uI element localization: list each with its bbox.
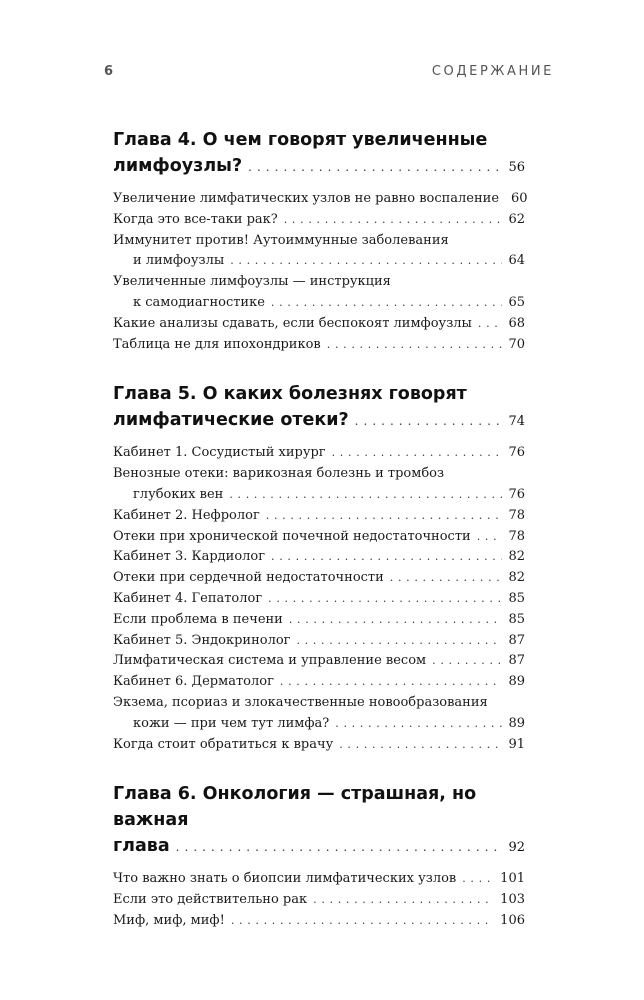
chapter-page-number: 92	[508, 840, 525, 856]
toc-entry[interactable]	[113, 443, 525, 464]
toc-entry-page-number: 82	[508, 570, 525, 586]
toc-entry-text: Увеличенные лимфоузлы — инструкция	[113, 274, 391, 290]
dot-leader	[284, 210, 503, 231]
toc-entry[interactable]	[113, 589, 525, 610]
dot-leader	[462, 869, 494, 890]
toc-entry-text: к самодиагностике	[133, 294, 265, 310]
toc-entry-page-number: 89	[508, 715, 525, 731]
toc-entry-text: Кабинет 5. Эндокринолог	[113, 632, 291, 648]
dot-leader	[266, 506, 503, 527]
toc-entry-text: глубоких вен	[133, 486, 224, 502]
toc-entry-page-number: 106	[500, 912, 525, 928]
dot-leader	[289, 610, 503, 631]
toc-entry[interactable]	[113, 314, 525, 335]
toc-entry-text: Экзема, псориаз и злокачественные новообразования	[113, 694, 488, 710]
toc-entry-page-number: 76	[508, 445, 525, 461]
toc-entry[interactable]	[113, 527, 525, 548]
toc-entry-text: Таблица не для ипохондриков	[113, 336, 321, 352]
chapter-4	[113, 127, 528, 355]
toc-entry-text: Отеки при хронической почечной недостаточности	[113, 528, 471, 544]
page-header	[104, 64, 554, 79]
dot-leader	[248, 154, 502, 180]
toc-entry[interactable]	[113, 651, 525, 672]
toc-entry-page-number: 82	[508, 549, 525, 565]
chapter-title-line: лимфоузлы?	[113, 156, 243, 176]
toc-entry-page-number: 64	[508, 253, 525, 269]
dot-leader	[230, 251, 502, 272]
chapter-title-line: Глава 5. О каких болезнях говорят	[113, 384, 467, 405]
toc-entry[interactable]	[113, 210, 525, 231]
toc-entry-text: Кабинет 1. Сосудистый хирург	[113, 445, 326, 461]
toc-entry-page-number: 85	[508, 590, 525, 606]
dot-leader	[296, 631, 502, 652]
chapter-title[interactable]	[113, 127, 525, 181]
toc-entry[interactable]	[113, 231, 525, 273]
toc-entry[interactable]	[113, 735, 525, 756]
chapter-6	[113, 781, 525, 931]
dot-leader	[332, 443, 503, 464]
dot-leader	[271, 547, 502, 568]
section-list	[113, 189, 528, 355]
toc-entry[interactable]	[113, 547, 525, 568]
toc-entry-page-number: 68	[508, 315, 525, 331]
chapter-page-number: 74	[508, 414, 525, 430]
dot-leader	[327, 335, 503, 356]
toc-entry[interactable]	[113, 672, 525, 693]
toc-entry[interactable]	[113, 272, 525, 314]
toc-entry-text: Венозные отеки: варикозная болезнь и тромбоз	[113, 466, 445, 482]
toc-entry[interactable]	[113, 890, 525, 911]
dot-leader	[271, 293, 503, 314]
dot-leader	[231, 911, 494, 932]
toc-entry-text: Лимфатическая система и управление весом	[113, 653, 427, 669]
toc-entry[interactable]	[113, 869, 525, 890]
toc-entry[interactable]	[113, 631, 525, 652]
dot-leader	[313, 890, 494, 911]
dot-leader	[268, 589, 502, 610]
toc-entry[interactable]	[113, 693, 525, 735]
page-number: 6	[104, 64, 114, 79]
toc-entry-text: Кабинет 3. Кардиолог	[113, 549, 266, 565]
toc-entry-text: Отеки при сердечной недостаточности	[113, 570, 384, 586]
dot-leader	[280, 672, 503, 693]
toc-entry-text: Кабинет 6. Дерматолог	[113, 674, 274, 690]
toc-entry-text: и лимфоузлы	[133, 253, 225, 269]
toc-entry-page-number: 60	[511, 191, 528, 206]
dot-leader	[477, 527, 503, 548]
toc-entry-text: Кабинет 4. Гепатолог	[113, 590, 263, 606]
toc-entry-text: Какие анализы сдавать, если беспокоят лимфоузлы	[113, 315, 472, 331]
dot-leader	[335, 714, 502, 735]
toc-entry-page-number: 101	[500, 871, 525, 887]
chapter-title[interactable]	[113, 381, 525, 435]
dot-leader	[229, 485, 502, 506]
chapter-title-line: лимфатические отеки?	[113, 410, 349, 431]
toc-entry[interactable]	[113, 610, 525, 631]
toc-entry-text: Если это действительно рак	[113, 892, 308, 908]
toc-entry[interactable]	[113, 506, 525, 527]
dot-leader	[339, 735, 502, 756]
toc-entry[interactable]	[113, 911, 525, 932]
toc-entry-text: Что важно знать о биопсии лимфатических узлов	[113, 871, 457, 887]
toc-entry-text: Кабинет 2. Нефролог	[113, 507, 260, 523]
toc-entry-page-number: 78	[508, 528, 525, 544]
toc-entry-text: Если проблема в печени	[113, 611, 283, 627]
table-of-contents	[113, 127, 528, 958]
toc-entry-page-number: 70	[508, 336, 525, 352]
toc-entry-text: Когда стоит обратиться к врачу	[113, 736, 334, 752]
chapter-title-line: Глава 6. Онкология — страшная, но важная	[113, 784, 477, 831]
dot-leader	[176, 834, 503, 860]
toc-entry-page-number: 87	[508, 653, 525, 669]
toc-entry[interactable]	[113, 335, 525, 356]
dot-leader	[355, 408, 503, 434]
toc-entry-page-number: 62	[508, 211, 525, 227]
toc-entry[interactable]	[113, 464, 525, 506]
section-list	[113, 869, 525, 931]
toc-entry-page-number: 76	[508, 486, 525, 502]
chapter-title[interactable]	[113, 781, 525, 861]
toc-entry-text: Миф, миф, миф!	[113, 912, 225, 928]
chapter-title-line: Глава 4. О чем говорят увеличенные	[113, 130, 488, 150]
section-list	[113, 443, 525, 755]
toc-entry[interactable]	[113, 189, 528, 210]
chapter-5	[113, 381, 525, 755]
running-title: СОДЕРЖАНИЕ	[431, 64, 554, 79]
toc-entry-page-number: 91	[508, 736, 525, 752]
toc-entry-page-number: 78	[508, 507, 525, 523]
toc-entry-page-number: 87	[508, 632, 525, 648]
toc-entry-text: Когда это все-таки рак?	[113, 211, 278, 227]
toc-entry-text: кожи — при чем тут лимфа?	[133, 715, 330, 731]
toc-entry-text: Увеличение лимфатических узлов не равно воспаление	[113, 191, 500, 206]
toc-entry[interactable]	[113, 568, 525, 589]
toc-entry-page-number: 65	[508, 294, 525, 310]
toc-entry-page-number: 89	[508, 674, 525, 690]
dot-leader	[478, 314, 503, 335]
dot-leader	[390, 568, 503, 589]
toc-entry-page-number: 85	[508, 611, 525, 627]
toc-entry-text: Иммунитет против! Аутоиммунные заболевания	[113, 232, 449, 248]
toc-entry-page-number: 103	[500, 892, 525, 908]
dot-leader	[432, 651, 502, 672]
chapter-title-line: глава	[113, 836, 170, 857]
chapter-page-number: 56	[508, 160, 525, 175]
